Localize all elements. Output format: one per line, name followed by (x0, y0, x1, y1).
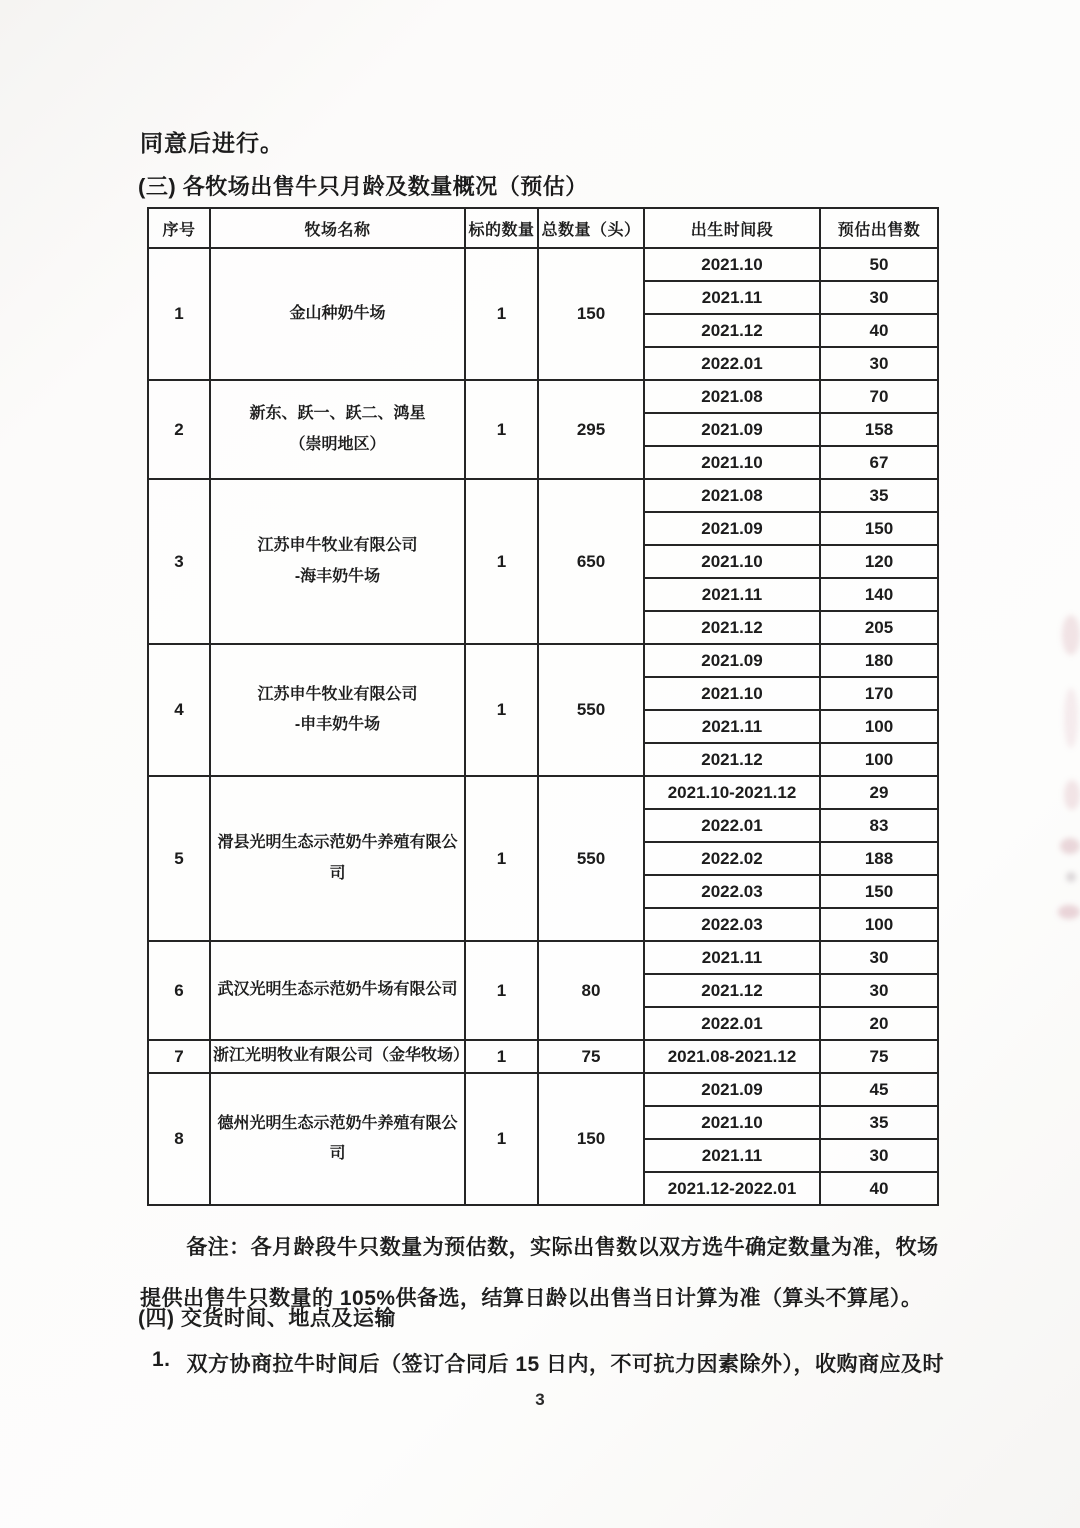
list-item-text: 双方协商拉牛时间后（签订合同后 15 日内，不可抗力因素除外），收购商应及时 (186, 1353, 945, 1376)
estimated-sale-count-cell: 205 (820, 611, 938, 644)
lot-count-cell: 1 (465, 479, 538, 644)
farm-name-cell (210, 380, 465, 479)
farm-name-line: 武汉光明生态示范奶牛场有限公司 (217, 981, 458, 999)
farm-name-cell (210, 776, 465, 941)
farm-name-line: 江苏申牛牧业有限公司 (257, 537, 418, 555)
estimated-sale-count-cell: 50 (820, 248, 938, 281)
row-number-cell: 5 (148, 776, 210, 941)
birth-period-cell: 2022.01 (644, 809, 820, 842)
column-header: 序号 (148, 208, 210, 248)
lot-count-cell: 1 (465, 248, 538, 380)
birth-period-cell: 2021.09 (644, 644, 820, 677)
birth-period-cell: 2022.03 (644, 875, 820, 908)
estimated-sale-count-cell: 150 (820, 512, 938, 545)
total-count-cell: 295 (538, 380, 644, 479)
estimated-sale-count-cell: 83 (820, 809, 938, 842)
birth-period-cell: 2021.12 (644, 611, 820, 644)
total-count-cell: 550 (538, 776, 644, 941)
row-number-cell: 7 (148, 1040, 210, 1073)
birth-period-cell: 2021.10 (644, 248, 820, 281)
birth-period-cell: 2021.10-2021.12 (644, 776, 820, 809)
farm-name-line: 江苏申牛牧业有限公司 (257, 685, 418, 703)
estimated-sale-count-cell: 75 (820, 1040, 938, 1073)
estimated-sale-count-cell: 30 (820, 974, 938, 1007)
lot-count-cell: 1 (465, 380, 538, 479)
scan-bleed-mark (1060, 838, 1080, 854)
estimated-sale-count-cell: 120 (820, 545, 938, 578)
farm-name-line: -申丰奶牛场 (294, 716, 381, 733)
estimated-sale-count-cell: 30 (820, 281, 938, 314)
lot-count-cell: 1 (465, 941, 538, 1040)
list-item-number: 1. (152, 1348, 171, 1371)
farm-table-body (148, 248, 938, 1205)
farm-name-cell (210, 644, 465, 776)
farm-name-cell (210, 479, 465, 644)
column-header: 出生时间段 (644, 208, 820, 248)
farm-name-line: （崇明地区） (289, 435, 386, 453)
table-row (148, 248, 938, 281)
row-number-cell: 2 (148, 380, 210, 479)
estimated-sale-count-cell: 45 (820, 1073, 938, 1106)
birth-period-cell: 2021.12 (644, 314, 820, 347)
birth-period-cell: 2021.08 (644, 380, 820, 413)
farm-name-line: -海丰奶牛场 (294, 567, 381, 585)
estimated-sale-count-cell: 40 (820, 1172, 938, 1205)
birth-period-cell: 2021.11 (644, 1139, 820, 1172)
column-header: 总数量（头） (538, 208, 644, 248)
table-row (148, 1040, 938, 1073)
estimated-sale-count-cell: 30 (820, 941, 938, 974)
total-count-cell: 150 (538, 248, 644, 380)
farm-name-cell (210, 1073, 465, 1205)
farm-sales-table (147, 207, 939, 1206)
estimated-sale-count-cell: 30 (820, 347, 938, 380)
estimated-sale-count-cell: 158 (820, 413, 938, 446)
birth-period-cell: 2021.10 (644, 545, 820, 578)
estimated-sale-count-cell: 188 (820, 842, 938, 875)
birth-period-cell: 2021.12-2022.01 (644, 1172, 820, 1205)
birth-period-cell: 2022.02 (644, 842, 820, 875)
total-count-cell: 650 (538, 479, 644, 644)
table-row (148, 644, 938, 677)
total-count-cell: 550 (538, 644, 644, 776)
farm-name-line: 新东、跃一、跃二、鸿星 (249, 405, 426, 423)
estimated-sale-count-cell: 67 (820, 446, 938, 479)
total-count-cell: 75 (538, 1040, 644, 1073)
column-header: 预估出售数 (820, 208, 938, 248)
row-number-cell: 8 (148, 1073, 210, 1205)
estimated-sale-count-cell: 20 (820, 1007, 938, 1040)
lot-count-cell: 1 (465, 1040, 538, 1073)
row-number-cell: 4 (148, 644, 210, 776)
birth-period-cell: 2021.10 (644, 677, 820, 710)
birth-period-cell: 2021.11 (644, 941, 820, 974)
birth-period-cell: 2021.11 (644, 578, 820, 611)
birth-period-cell: 2021.09 (644, 512, 820, 545)
row-number-cell: 3 (148, 479, 210, 644)
section4-title: (四) 交货时间、地点及运输 (138, 1307, 396, 1330)
estimated-sale-count-cell: 35 (820, 1106, 938, 1139)
farm-name-line: 德州光明生态示范奶牛养殖有限公司 (217, 1114, 458, 1162)
estimated-sale-count-cell: 100 (820, 908, 938, 941)
farm-name-line: 浙江光明牧业有限公司（金华牧场） (213, 1047, 470, 1065)
note-paragraph: 备注：各月龄段牛只数量为预估数，实际出售数以双方选牛确定数量为准，牧场提供出售牛只数量的 105%供备选，结算日龄以出售当日计算为准（算头不算尾）。 (140, 1236, 939, 1310)
birth-period-cell: 2021.11 (644, 710, 820, 743)
farm-name-cell (210, 248, 465, 380)
estimated-sale-count-cell: 70 (820, 380, 938, 413)
scan-bleed-mark (1064, 688, 1078, 748)
column-header: 标的数量 (465, 208, 538, 248)
birth-period-cell: 2021.10 (644, 1106, 820, 1139)
birth-period-cell: 2021.11 (644, 281, 820, 314)
farm-name-line: 滑县光明生态示范奶牛养殖有限公司 (217, 834, 458, 882)
table-row (148, 941, 938, 974)
table-row (148, 380, 938, 413)
scan-bleed-mark (1058, 905, 1080, 919)
farm-name-cell (210, 941, 465, 1040)
total-count-cell: 80 (538, 941, 644, 1040)
section3-title: (三) 各牧场出售牛只月龄及数量概况（预估） (138, 174, 588, 199)
estimated-sale-count-cell: 100 (820, 743, 938, 776)
birth-period-cell: 2021.12 (644, 974, 820, 1007)
lot-count-cell: 1 (465, 1073, 538, 1205)
scan-bleed-mark (1064, 780, 1080, 810)
row-number-cell: 6 (148, 941, 210, 1040)
birth-period-cell: 2021.09 (644, 413, 820, 446)
column-header: 牧场名称 (210, 208, 465, 248)
estimated-sale-count-cell: 180 (820, 644, 938, 677)
estimated-sale-count-cell: 100 (820, 710, 938, 743)
farm-name-cell (210, 1040, 470, 1073)
farm-table-header-row (148, 208, 938, 248)
lot-count-cell: 1 (465, 644, 538, 776)
scan-bleed-mark (1062, 615, 1080, 655)
birth-period-cell: 2021.12 (644, 743, 820, 776)
scan-bleed-mark (1066, 872, 1076, 882)
lot-count-cell: 1 (465, 776, 538, 941)
row-number-cell: 1 (148, 248, 210, 380)
table-row (148, 479, 938, 512)
estimated-sale-count-cell: 140 (820, 578, 938, 611)
birth-period-cell: 2022.03 (644, 908, 820, 941)
birth-period-cell: 2021.10 (644, 446, 820, 479)
estimated-sale-count-cell: 29 (820, 776, 938, 809)
table-row (148, 776, 938, 809)
total-count-cell: 150 (538, 1073, 644, 1205)
list-item-1 (152, 1348, 962, 1378)
page-number: 3 (535, 1390, 545, 1409)
birth-period-cell: 2021.08-2021.12 (644, 1040, 820, 1073)
estimated-sale-count-cell: 35 (820, 479, 938, 512)
estimated-sale-count-cell: 30 (820, 1139, 938, 1172)
table-row (148, 1073, 938, 1106)
birth-period-cell: 2022.01 (644, 1007, 820, 1040)
birth-period-cell: 2022.01 (644, 347, 820, 380)
estimated-sale-count-cell: 150 (820, 875, 938, 908)
farm-name-line: 金山种奶牛场 (289, 304, 386, 322)
estimated-sale-count-cell: 40 (820, 314, 938, 347)
intro-text: 同意后进行。 (140, 130, 284, 156)
estimated-sale-count-cell: 170 (820, 677, 938, 710)
birth-period-cell: 2021.08 (644, 479, 820, 512)
birth-period-cell: 2021.09 (644, 1073, 820, 1106)
